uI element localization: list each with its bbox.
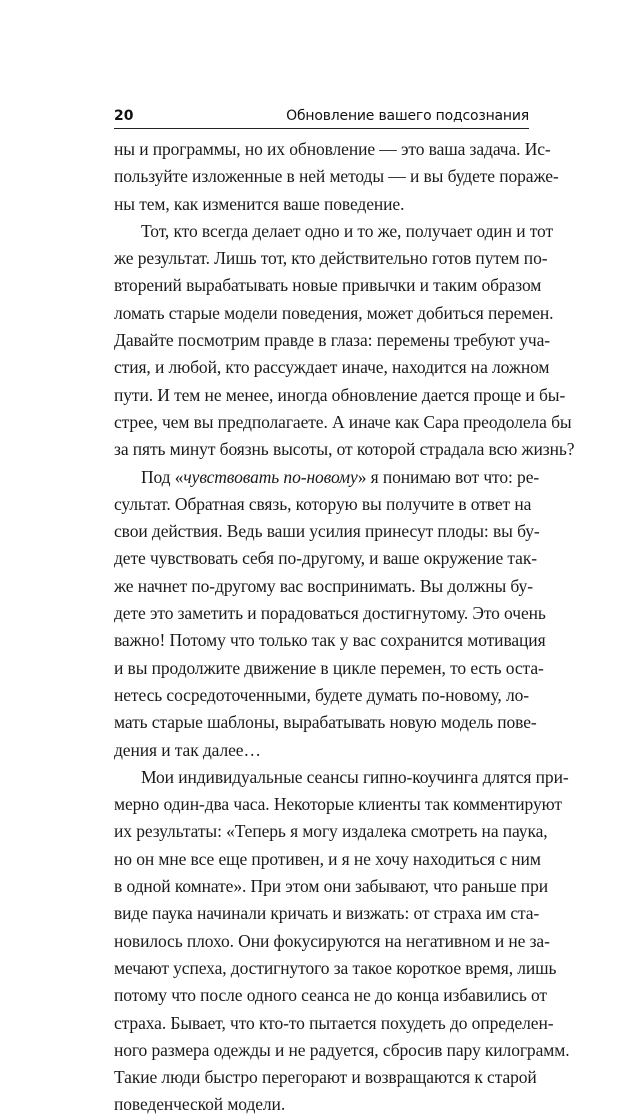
text-line: дете это заметить и порадоваться достигнутому. Это очень [114,603,546,624]
text-line: мерно один-два часа. Некоторые клиенты так комментируют [114,794,562,815]
italic-phrase: чувствовать по-новому [183,466,358,487]
text-line: дения и так далее… [114,739,261,760]
text-line: стрее, чем вы предполагаете. А иначе как Сара преодолела бы [114,411,572,432]
text-line: за пять минут боязнь высоты, от которой страдала всю жизнь? [114,439,575,460]
text-line: мать старые шаблоны, вырабатывать новую модель пове- [114,712,537,733]
text-line: их результаты: «Теперь я могу издалека смотреть на паука, [114,821,548,842]
text-line: дете чувствовать себя по-другому, и ваше окружение так- [114,548,537,569]
text-line: Мои индивидуальные сеансы гипно-коучинга длятся при- [141,766,569,787]
header-divider [114,128,529,129]
text-line: Давайте посмотрим правде в глаза: перемены требуют уча- [114,330,550,351]
text-line: потому что после одного сеанса не до конца избавились от [114,985,547,1006]
text-line: же результат. Лишь тот, кто действительно готов путем по- [114,248,548,269]
text-line: стия, и любой, кто рассуждает иначе, находится на ложном [114,357,550,378]
text-line: ломать старые модели поведения, может добиться перемен. [114,302,554,323]
text-line: вторений вырабатывать новые привычки и таким образом [114,275,542,296]
text-line: свои действия. Ведь ваши усилия принесут плоды: вы бу- [114,521,540,542]
text-line: же начнет по-другому вас воспринимать. Вы должны бу- [114,575,533,596]
text-line-with-italic [114,464,540,491]
running-title: Обновление вашего подсознания [286,108,529,124]
text-line: в одной комнате». При этом они забывают, что раньше при [114,876,548,897]
text-line: виде паука начинали кричать и визжать: от страха им ста- [114,903,540,924]
text-line: важно! Потому что только так у вас сохранится мотивация [114,630,546,651]
text-line: новилось плохо. Они фокусируются на негативном и не за- [114,930,550,951]
text-line: страха. Бывает, что кто-то пытается похудеть до определен- [114,1012,554,1033]
text-line: ного размера одежды и не радуется, сбросив пару килограмм. [114,1039,570,1060]
body-text [114,136,575,1119]
text-line: пользуйте изложенные в ней методы — и вы будете пораже- [114,166,559,187]
text-line: мечают успеха, достигнутого за такое короткое время, лишь [114,957,557,978]
text-line: но он мне все еще противен, и я не хочу находиться с ним [114,848,541,869]
text-line: ны и программы, но их обновление — это ваша задача. Ис- [114,139,551,159]
running-header [114,106,529,126]
text-line: пути. И тем не менее, иногда обновление дается проще и бы- [114,384,566,405]
page-number: 20 [114,108,134,124]
line-text-before: Под « [141,466,184,487]
text-line: и вы продолжите движение в цикле перемен, то есть оста- [114,657,544,678]
text-line: нетесь сосредоточенными, будете думать по-новому, ло- [114,684,529,705]
text-line: Тот, кто всегда делает одно и то же, получает один и тот [141,220,554,241]
text-line: ны тем, как изменится ваше поведение. [114,193,405,214]
text-line: сультат. Обратная связь, которую вы получите в ответ на [114,493,532,514]
text-line: поведенческой модели. [114,1094,286,1115]
line-text-after: » я понимаю вот что: ре- [357,466,540,487]
text-line: Такие люди быстро перегорают и возвращаются к старой [114,1067,537,1088]
